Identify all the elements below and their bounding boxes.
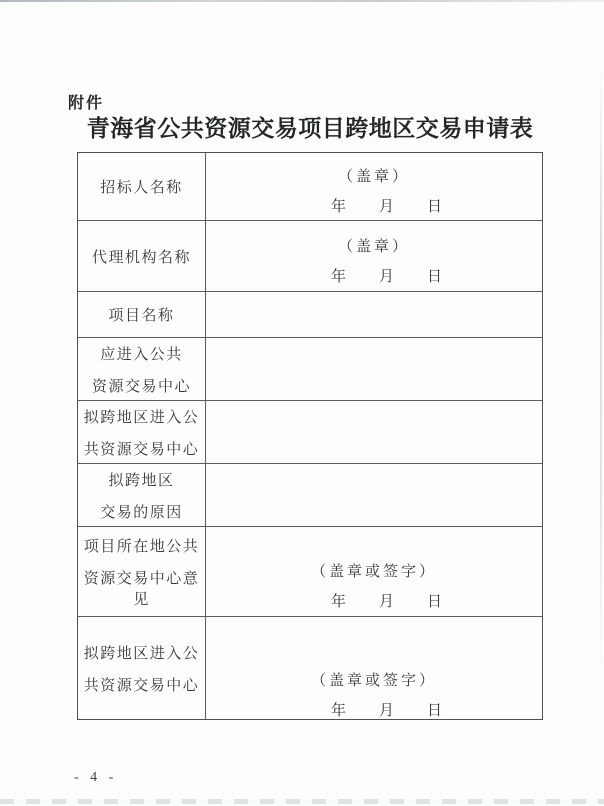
date-placeholder: 年 月 日 (330, 199, 443, 215)
row-label-cell (78, 292, 206, 337)
stamp-placeholder: （盖章） (337, 238, 410, 255)
scan-artifact-right-edge (600, 60, 602, 680)
row-label-text: 共资源交易中心 (83, 441, 200, 458)
table-row-bidder-name (78, 153, 542, 221)
row-value-cell (206, 401, 542, 463)
table-row-target-center-opinion (78, 617, 542, 719)
row-label-text: 资源交易中心 (91, 378, 191, 395)
stamp-placeholder: （盖章或签字） (310, 564, 437, 580)
row-value-cell (206, 292, 542, 337)
row-label-cell (78, 221, 206, 291)
row-label-text: 项目名称 (108, 308, 175, 324)
row-label-text: 招标人名称 (100, 180, 183, 196)
row-label-cell (78, 338, 206, 400)
row-label-text: 应进入公共 (100, 346, 183, 363)
stamp-placeholder: （盖章或签字） (310, 672, 437, 689)
row-label-text: 交易的原因 (100, 504, 183, 521)
row-value-cell (206, 527, 542, 616)
application-form-table (77, 152, 543, 720)
date-placeholder: 年 月 日 (330, 268, 443, 285)
date-placeholder: 年 月 日 (330, 594, 443, 610)
row-value-cell (206, 464, 542, 526)
row-label-text: 项目所在地公共 (83, 538, 200, 555)
row-label-text: 拟跨地区进入公 (83, 409, 200, 426)
date-placeholder: 年 月 日 (330, 702, 443, 719)
row-value-cell (206, 221, 542, 291)
table-row-agency-name (78, 221, 542, 292)
row-label-text: 代理机构名称 (91, 249, 191, 266)
row-value-cell (206, 617, 542, 719)
row-label-cell (78, 464, 206, 526)
table-row-should-enter-center (78, 338, 542, 401)
table-row-proposed-cross-region-center (78, 401, 542, 464)
row-label-cell (78, 401, 206, 463)
stamp-placeholder: （盖章） (337, 169, 410, 185)
scan-artifact-bottom-edge (0, 799, 604, 804)
row-label-text: 拟跨地区进入公 (83, 645, 200, 662)
form-title: 青海省公共资源交易项目跨地区交易申请表 (86, 115, 534, 141)
scan-artifact-top-edge (0, 0, 604, 2)
table-row-cross-region-reason (78, 464, 542, 527)
attachment-label: 附件 (68, 95, 105, 112)
page-number: - 4 - (74, 770, 118, 785)
row-label-text: 拟跨地区 (108, 472, 175, 489)
row-label-cell (78, 527, 206, 616)
row-label-text: 资源交易中心意见 (83, 570, 200, 608)
table-row-project-name (78, 292, 542, 338)
table-row-local-center-opinion (78, 527, 542, 617)
row-label-text: 共资源交易中心 (83, 677, 200, 694)
row-label-cell (78, 617, 206, 719)
row-label-cell (78, 153, 206, 220)
row-value-cell (206, 338, 542, 400)
row-value-cell (206, 153, 542, 220)
